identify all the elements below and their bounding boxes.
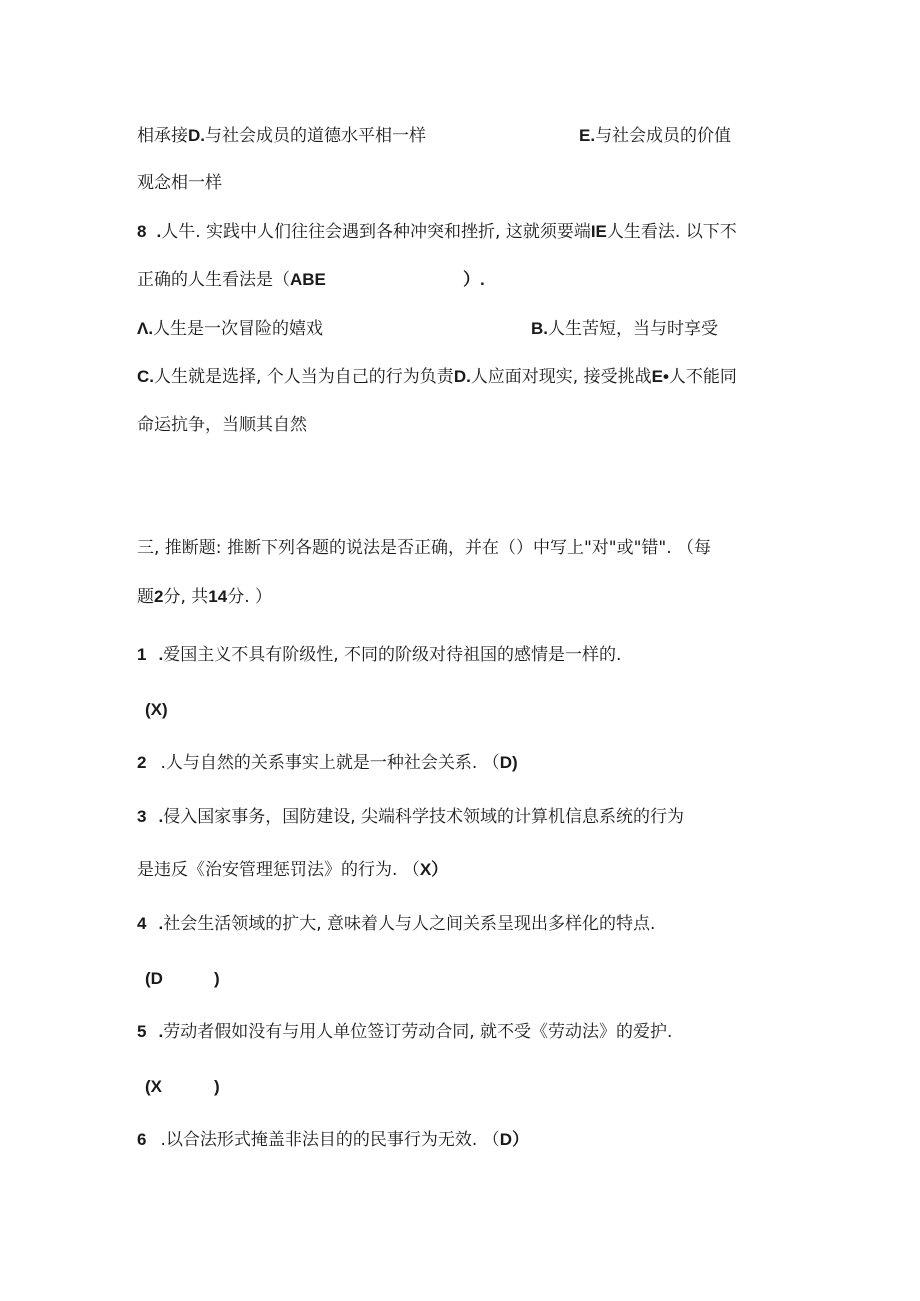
tf-item-3 [137, 805, 684, 829]
tf-item-1-dot: . [158, 645, 164, 664]
tf-item-2-text: 人与自然的关系事实上就是一种社会关系. （ [165, 753, 500, 773]
tf-item-4-dot: . [158, 914, 164, 933]
tf-item-4-text: 社会生活领域的扩大, 意味着人与人之间关系呈现出多样化的特点. [163, 914, 656, 934]
tf-item-6-answer: D） [499, 1130, 529, 1149]
tf-item-3-line-2 [137, 858, 448, 882]
q8-dot: . [156, 222, 162, 241]
q7-option-d-text: 与社会成员的道德水平相一样 [205, 126, 426, 146]
q8-stem-line-2 [137, 268, 326, 292]
q8-stem-text-b: IE [590, 222, 607, 241]
section3-heading-points: 2 [154, 587, 164, 606]
tf-item-2 [137, 751, 518, 775]
tf-item-6-number: 6 [137, 1130, 147, 1149]
section3-heading-line-2 [137, 585, 272, 609]
tf-item-2-dot: . [160, 753, 166, 773]
tf-item-6-text: 以合法形式掩盖非法目的的民事行为无效. （ [165, 1130, 500, 1150]
tf-item-4-answer-close: ) [214, 969, 220, 988]
tf-item-1-answer: (X) [145, 700, 168, 719]
q8-answer: ABE [290, 270, 326, 289]
q8-stem-text-c: 人生看法. 以下不 [606, 222, 737, 242]
q8-options-cde [137, 365, 737, 389]
tf-item-3-number: 3 [137, 807, 147, 826]
q8-option-e-text: 人不能同 [668, 367, 737, 387]
q8-option-a [137, 317, 323, 341]
tf-item-2-answer: D) [499, 753, 518, 772]
tf-item-5-number: 5 [137, 1022, 147, 1041]
q8-option-d-label: D. [453, 367, 471, 386]
q8-close-paren: ）. [463, 270, 485, 289]
tf-item-3-answer: X） [419, 860, 449, 879]
q7-continuation-line-1 [137, 124, 426, 148]
tf-item-3-text: 侵入国家事务，国防建设, 尖端科学技术领域的计算机信息系统的行为 [163, 807, 685, 827]
q8-option-b [531, 317, 718, 341]
tf-item-5-answer-open: (X [145, 1077, 162, 1096]
tf-item-3-text-2: 是违反《治安管理惩罚法》的行为. （ [137, 860, 420, 880]
tf-item-5-text: 劳动者假如没有与用人单位签订劳动合同, 就不受《劳动法》的爱护. [163, 1022, 673, 1042]
tf-item-2-number: 2 [137, 753, 147, 772]
tf-item-5-dot: . [158, 1022, 164, 1041]
tf-item-4 [137, 912, 655, 936]
section3-heading-part-a: 题 [137, 587, 154, 607]
q7-text-prefix: 相承接 [137, 126, 188, 146]
q8-option-b-text: 人生苦短，当与时享受 [548, 319, 718, 339]
q8-stem-text-2: 正确的人生看法是（ [137, 270, 290, 290]
q8-option-e-label: E• [651, 367, 669, 386]
q8-option-e-continuation: 命运抗争，当顺其自然 [137, 415, 307, 435]
q8-option-a-text: 人生是一次冒险的嬉戏 [153, 319, 324, 339]
q7-continuation-line-2: 观念相一样 [137, 173, 222, 193]
tf-item-6-dot: . [160, 1130, 166, 1150]
tf-item-1 [137, 643, 621, 667]
q7-option-d-label: D. [188, 126, 205, 145]
q8-option-a-label: Λ. [137, 319, 154, 338]
q8-option-c-text: 人生就是选择, 个人当为自己的行为负责 [154, 367, 454, 387]
tf-item-5 [137, 1020, 672, 1044]
q8-option-d-text: 人应面对现实, 接受挑战 [470, 367, 652, 387]
q7-option-e [579, 124, 731, 148]
q8-stem-line-1 [137, 220, 737, 244]
q8-stem-text-a: 人牛. 实践中人们往往会遇到各种冲突和挫折, 这就须要端 [161, 222, 591, 242]
section3-heading-line-1: 三, 推断题: 推断下列各题的说法是否正确，并在（）中写上"对"或"错". （每 [137, 538, 712, 558]
tf-item-5-answer-close: ) [214, 1077, 220, 1096]
tf-item-3-dot: . [158, 807, 164, 826]
q8-number: 8 [137, 222, 147, 241]
tf-item-6 [137, 1128, 529, 1152]
q7-option-e-text: 与社会成员的价值 [595, 126, 732, 146]
q8-option-b-label: B. [531, 319, 548, 338]
tf-item-1-number: 1 [137, 645, 147, 664]
q7-option-e-label: E. [579, 126, 596, 145]
tf-item-4-answer-open: (D [145, 969, 163, 988]
section3-heading-part-e: 分. ） [227, 587, 273, 607]
q8-option-c-label: C. [137, 367, 154, 386]
section3-heading-part-c: 分, 共 [163, 587, 209, 607]
tf-item-1-text: 爱国主义不具有阶级性, 不同的阶级对待祖国的感情是一样的. [163, 645, 622, 665]
section3-heading-total: 14 [208, 587, 228, 606]
tf-item-4-number: 4 [137, 914, 147, 933]
